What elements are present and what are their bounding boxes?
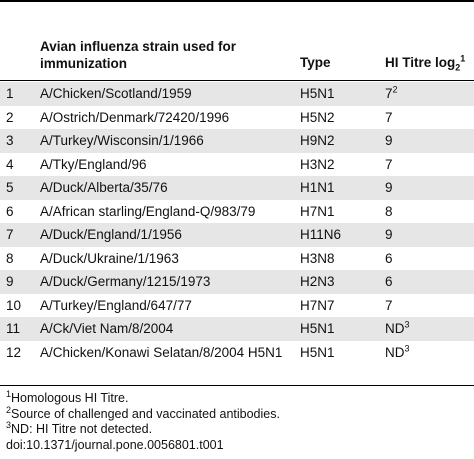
cell-titre-value: 7 [385,109,393,125]
table-row [0,82,474,106]
table-row [0,247,474,271]
cell-titre [385,317,410,341]
cell-number: 5 [6,180,14,195]
table-row [0,294,474,318]
cell-number: 8 [6,250,14,266]
cell-type: H3N8 [300,250,335,266]
cell-titre-value: 7 [385,297,393,313]
cell-titre [385,82,398,106]
cell-number: 12 [6,344,22,360]
footnote-text: doi:10.1371/journal.pone.0056801.t001 [6,437,224,452]
cell-strain: A/African starling/England-Q/983/79 [40,203,256,219]
cell-titre-value: 8 [385,203,393,219]
footnote-text: Homologous HI Titre. [11,391,129,405]
cell-titre-footnote-marker: 3 [404,319,410,330]
cell-titre [385,129,393,153]
cell-titre-footnote-marker: 2 [392,84,398,95]
table-top-rule [0,0,474,2]
footnote-marker: 1 [6,388,12,399]
cell-titre [385,223,393,247]
cell-number: 11 [6,321,21,336]
cell-number: 2 [6,109,14,125]
footnote-marker: 2 [6,404,12,415]
cell-titre-value: 7 [385,156,393,172]
table-row [0,270,474,294]
header-strain-line1: Avian influenza strain used for [40,39,237,54]
cell-titre [385,270,393,294]
table-row [0,129,474,153]
cell-type: H9N2 [300,133,335,148]
footnote-text: Source of challenged and vaccinated antibodies. [11,406,280,421]
header-titre-label: HI Titre log [385,55,456,70]
header-titre [385,55,465,73]
footnote [6,419,280,438]
cell-strain: A/Ck/Viet Nam/8/2004 [40,321,174,336]
cell-type: H5N1 [300,86,335,101]
cell-titre-value: 9 [385,180,393,195]
cell-type: H5N2 [300,109,335,125]
header-type: Type [300,55,331,70]
cell-titre-value: 9 [385,133,393,148]
cell-titre-value: 6 [385,250,393,266]
cell-titre-value: ND [385,344,405,360]
table-row [0,223,474,247]
header-strain-line2: immunization [40,56,127,71]
cell-titre [385,200,393,224]
cell-type: H5N1 [300,321,335,336]
cell-titre-value: ND [385,321,405,336]
cell-strain: A/Chicken/Konawi Selatan/8/2004 H5N1 [40,344,283,360]
cell-number: 7 [6,227,14,242]
cell-strain: A/Duck/Alberta/35/76 [40,180,168,195]
cell-strain: A/Turkey/England/647/77 [40,297,192,313]
cell-type: H7N7 [300,297,335,313]
cell-number: 3 [6,133,14,148]
header-strain [40,38,300,72]
cell-type: H1N1 [300,180,335,195]
footnote [6,388,280,407]
header-titre-sub: 2 [455,62,461,73]
footnote-marker: 3 [6,419,12,430]
cell-titre [385,294,393,318]
cell-number: 4 [6,156,14,172]
table-row [0,317,474,341]
cell-number: 9 [6,274,14,289]
table-row [0,153,474,177]
cell-type: H11N6 [300,227,342,242]
cell-number: 1 [6,86,14,101]
table-header [0,32,474,80]
table-body [0,82,474,364]
cell-strain: A/Tky/England/96 [40,156,147,172]
cell-titre-footnote-marker: 3 [404,343,410,353]
cell-type: H2N3 [300,274,335,289]
cell-titre-value: 6 [385,274,393,289]
cell-strain: A/Duck/Ukraine/1/1963 [40,250,179,266]
table-bottom-rule [0,385,474,386]
header-rule [0,80,474,81]
cell-titre [385,106,393,130]
table-row [0,341,474,365]
footnote-text: ND: HI Titre not detected. [11,422,153,436]
cell-titre-value: 9 [385,227,393,242]
header-titre-sup: 1 [460,53,466,64]
cell-strain: A/Chicken/Scotland/1959 [40,86,192,101]
cell-number: 10 [6,297,22,313]
cell-titre [385,341,410,365]
cell-strain: A/Duck/Germany/1215/1973 [40,274,211,289]
cell-titre [385,247,393,271]
cell-number: 6 [6,203,14,219]
footnotes [6,388,280,453]
footnote [6,438,280,454]
cell-titre [385,176,393,200]
cell-titre-value: 7 [385,86,393,101]
cell-titre [385,153,393,177]
cell-strain: A/Ostrich/Denmark/72420/1996 [40,109,230,125]
cell-strain: A/Duck/England/1/1956 [40,227,182,242]
table-row [0,200,474,224]
cell-type: H7N1 [300,203,335,219]
footnote [6,404,280,423]
table-row [0,106,474,130]
cell-type: H3N2 [300,156,335,172]
cell-type: H5N1 [300,344,335,360]
cell-strain: A/Turkey/Wisconsin/1/1966 [40,133,204,148]
table-row [0,176,474,200]
